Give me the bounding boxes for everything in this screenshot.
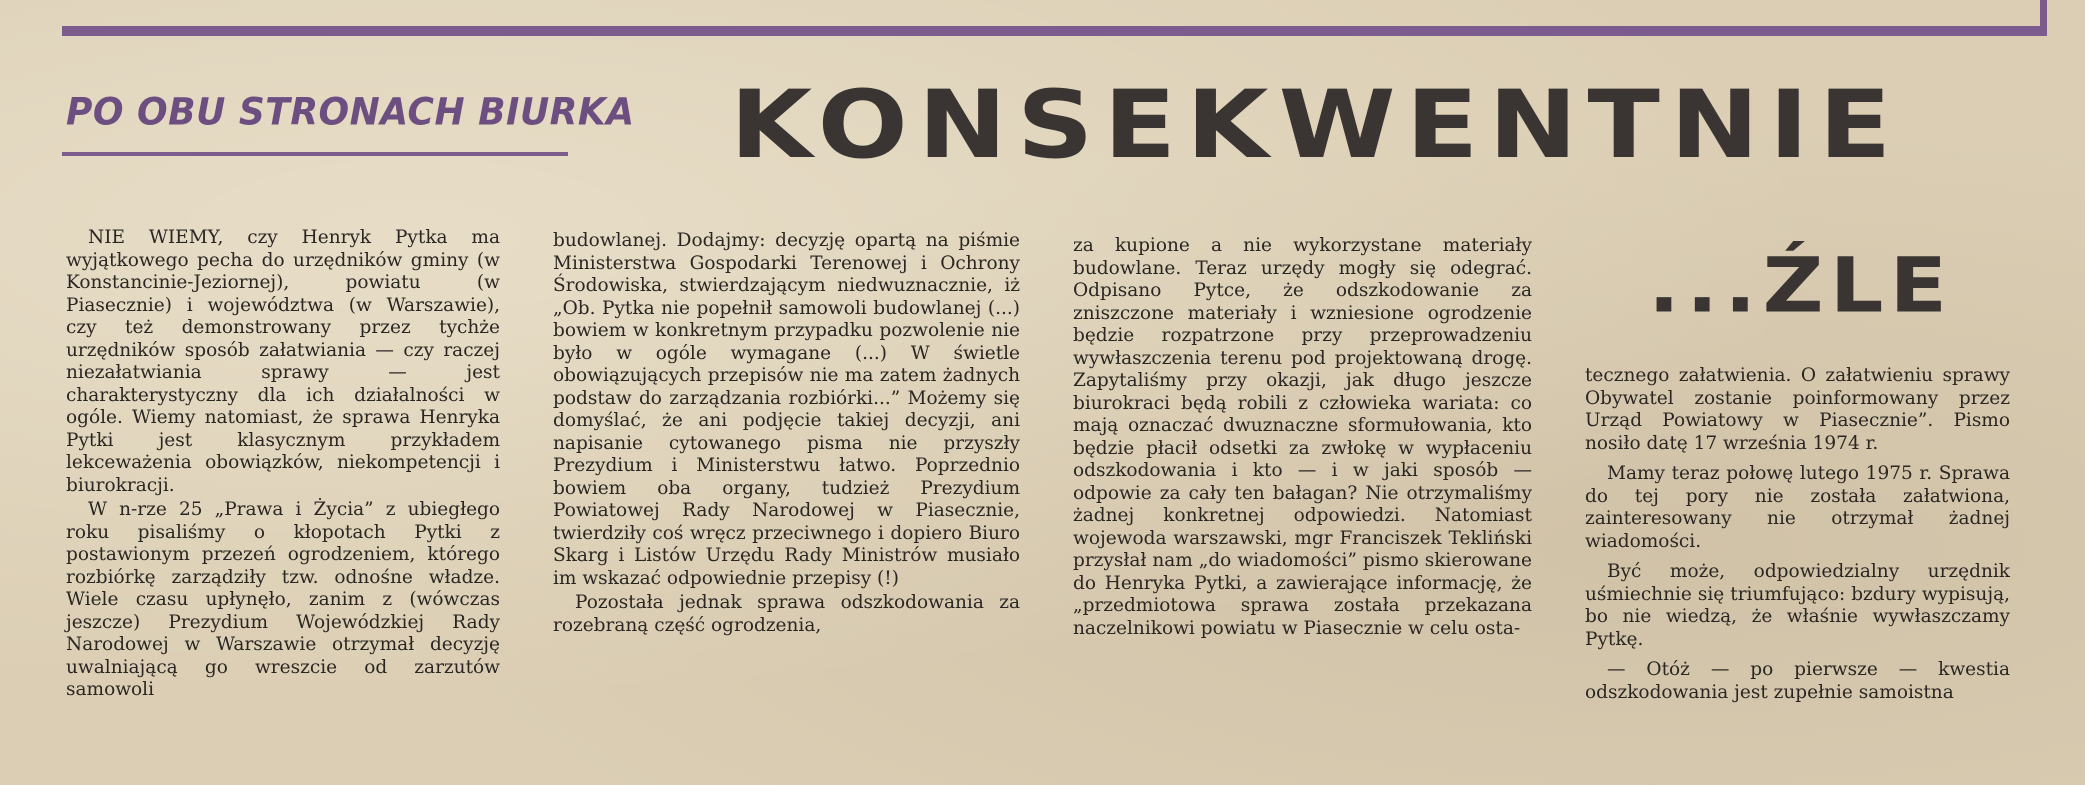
article-column-2 (553, 230, 1020, 637)
article-paragraph: NIE WIEMY, czy Henryk Pytka ma wyjątkowego pecha do urzędników gminy (w Konstancinie-Jeziornej), powiatu (w Piasecznie) i województwa (w Warszawie), czy też demonstrowany przez tychże urzędników sposób załatwiania — czy raczej niezałatwiania sprawy — jest charakterystyczny dla ich działalności w ogóle. Wiemy natomiast, że sprawa Henryka Pytki jest klasycznym przykładem lekceważenia obowiązków, niekompetencji i biurokracji. (66, 227, 500, 496)
article-paragraph: W n-rze 25 „Prawa i Życia” z ubiegłego roku pisaliśmy o kłopotach Pytki z postawionym przezeń ogrodzeniem, którego rozbiórkę zarządziły tzw. odnośne władze. Wiele czasu upłynęło, zanim z (wówczas jeszcze) Prezydium Wojewódzkiej Rady Narodowej w Warszawie otrzymał decyzję uwalniającą go wreszcie od zarzutów samowoli (66, 499, 500, 700)
article-paragraph: tecznego załatwienia. O załatwieniu sprawy Obywatel zostanie poinformowany przez Urząd Powiatowy w Piasecznie”. Pismo nosiło datę 17 września 1974 r. (1585, 365, 2010, 454)
headline: KONSEKWENTNIE (730, 69, 1902, 180)
right-rule (2040, 0, 2047, 36)
rubric-underline (62, 152, 568, 156)
article-paragraph: Być może, odpowiedzialny urzędnik uśmiechnie się triumfująco: bzdury wypisują, bo nie wiedzą, że właśnie wywłaszczamy Pytkę. (1585, 561, 2010, 650)
article-paragraph: — Otóż — po pierwsze — kwestia odszkodowania jest zupełnie samoistna (1585, 659, 2010, 703)
article-paragraph: Mamy teraz połowę lutego 1975 r. Sprawa do tej pory nie została załatwiona, zainteresowany nie otrzymał żadnej wiadomości. (1585, 463, 2010, 552)
article-column-1 (66, 227, 500, 702)
section-rubric: PO OBU STRONACH BIURKA (66, 90, 635, 135)
top-rule (62, 26, 2047, 36)
article-paragraph: budowlanej. Dodajmy: decyzję opartą na piśmie Ministerstwa Gospodarki Terenowej i Ochrony Środowiska, stwierdzającym niedwuznacznie, iż „Ob. Pytka nie popełnił samowoli budowlanej (...) bowiem w konkretnym przypadku pozwolenie nie było w ogóle wymagane (...) W świetle obowiązujących przepisów nie ma zatem żadnych podstaw do zarządzania rozbiórki...” Możemy się domyślać, że ani podjęcie takiej decyzji, ani napisanie cytowanego pisma nie przyszły Prezydium i Ministerstwu łatwo. Poprzednio bowiem oba organy, tudzież Prezydium Powiatowej Rady Narodowej w Piasecznie, twierdziły coś wręcz przeciwnego i dopiero Biuro Skarg i Listów Urzędu Rady Ministrów musiało im wskazać odpowiednie przepisy (!) (553, 230, 1020, 589)
headline-continuation: ...ŹLE (1648, 241, 1954, 330)
article-column-4 (1585, 365, 2010, 704)
article-paragraph: za kupione a nie wykorzystane materiały budowlane. Teraz urzędy mogły się odegrać. Odpisano Pytce, że odszkodowanie za zniszczone materiały i wzniesione ogrodzenie będzie rozpatrzone przy przeprowadzeniu wywłaszczenia terenu pod projektowaną drogę. Zapytaliśmy przy okazji, jak długo jeszcze biurokraci będą robili z człowieka wariata: co mają oznaczać dwuznaczne sformułowania, kto będzie płacił odsetki za zwłokę w wypłaceniu odszkodowania i kto — i w jaki sposób — odpowie za cały ten bałagan? Nie otrzymaliśmy żadnej konkretnej odpowiedzi. Natomiast wojewoda warszawski, mgr Franciszek Tekliński przysłał nam „do wiadomości” pismo skierowane do Henryka Pytki, a zawierające informację, że „przedmiotowa sprawa została przekazana naczelnikowi powiatu w Piasecznie w celu osta- (1073, 235, 1532, 639)
article-column-3 (1073, 235, 1532, 640)
article-paragraph: Pozostała jednak sprawa odszkodowania za rozebraną część ogrodzenia, (553, 592, 1020, 636)
